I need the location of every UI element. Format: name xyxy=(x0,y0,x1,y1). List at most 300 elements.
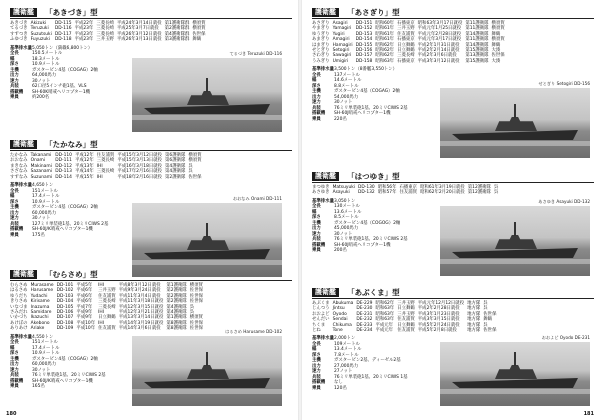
ship-cell: 三菱長崎 xyxy=(96,158,115,164)
photo-caption: あさゆき Asayuki DD-132 xyxy=(538,199,590,204)
ship-cell: 石播東京 xyxy=(399,185,418,190)
ship-cell: Abukuma xyxy=(332,301,354,306)
ship-cell: ありあけ xyxy=(10,326,28,332)
spec-value: ガスタービン4基（COGOG）2軸 xyxy=(334,220,401,226)
ship-cell: 平成10年 xyxy=(76,326,96,332)
section-category-tag: 護衛艦 xyxy=(312,8,339,17)
spec-value: 200名 xyxy=(334,248,347,254)
spec-label: 幅 xyxy=(312,209,317,215)
ship-cell: 平成12年 xyxy=(74,158,94,164)
spec-value: 約200名 xyxy=(32,95,50,101)
spec-label: 出力 xyxy=(10,210,19,216)
ship-row xyxy=(312,59,508,64)
ship-cell: Tone xyxy=(332,328,343,334)
ship-photo xyxy=(132,203,282,277)
ship-cell: 地方隊 xyxy=(467,328,481,334)
spec-label: 深さ xyxy=(10,351,19,357)
ship-cell: Teruzuki xyxy=(30,26,49,32)
photo-hull xyxy=(452,248,578,258)
section-category-tag: 護衛艦 xyxy=(10,270,37,279)
spec-label: 深さ xyxy=(10,199,19,205)
ship-cell: てるづき xyxy=(10,26,28,32)
ship-row xyxy=(312,317,499,322)
ship-cell: 昭和63年 xyxy=(375,317,395,323)
ship-cell: はるさめ xyxy=(10,288,28,294)
ship-cell: DD-151 xyxy=(355,21,373,26)
ship-cell: 住友浦賀 xyxy=(397,31,415,37)
spec-value: ガスタービン4基（COGAG）2軸 xyxy=(334,89,400,95)
spec-value: 10.9メートル xyxy=(32,199,60,205)
spec-label: 兵装 xyxy=(312,105,321,111)
ship-cell: Umigiri xyxy=(332,58,349,64)
ship-cell: ゆうだち xyxy=(10,293,28,299)
photo-caption: てるづき Teruzuki DD-116 xyxy=(229,51,282,56)
ship-row xyxy=(10,299,206,304)
ship-cell: 地方隊 xyxy=(467,322,481,328)
ship-cell: 平成7年 xyxy=(76,304,93,310)
ship-photo xyxy=(132,58,282,132)
spec-value: 109メートル xyxy=(334,341,360,347)
ship-cell: Amagiri xyxy=(332,37,350,43)
ship-cell: DE-234 xyxy=(356,328,373,334)
section-header xyxy=(312,288,594,299)
ship-cell: 第3護衛隊群 xyxy=(164,37,190,43)
spec-label: 基準排水量 xyxy=(312,198,334,204)
ship-cell: 平成元年3月17日就役 xyxy=(417,37,462,43)
ship-cell: 平成2年2月14日就役 xyxy=(417,48,460,54)
spec-value: 137メートル xyxy=(334,72,360,78)
ship-cell: 日立舞鶴 xyxy=(397,48,415,54)
ship-cell: 佐世保 xyxy=(491,53,505,59)
spec-label: 搭載機 xyxy=(312,111,326,117)
ship-cell: 石播東京 xyxy=(397,21,415,26)
spec-value: 151メートル xyxy=(32,340,58,346)
ship-cell: はまぎり xyxy=(312,42,330,48)
ship-cell: まきなみ xyxy=(10,163,28,169)
ship-cell: IHI xyxy=(98,310,105,316)
spec-value: 18.3メートル xyxy=(32,56,60,62)
ship-cell: 平成18年2月16日就役 xyxy=(117,174,163,180)
spec-label: 搭載機 xyxy=(312,380,326,386)
photo-superstructure xyxy=(187,365,229,379)
ship-cell: Hamagiri xyxy=(332,42,353,48)
ship-cell: 第4護衛隊群 xyxy=(164,31,190,37)
ship-cell: DD-101 xyxy=(56,283,74,288)
ship-row xyxy=(312,37,508,42)
ship-cell: 第2護衛隊 xyxy=(166,299,187,305)
spec-label: 兵装 xyxy=(10,84,19,90)
ship-cell: 三井玉野 xyxy=(397,26,415,32)
ship-cell: 昭和57年 xyxy=(377,190,397,196)
ship-photo xyxy=(440,342,590,406)
spec-label: 全長 xyxy=(312,72,321,78)
right-page xyxy=(302,0,600,420)
section-title: 「たかなみ」型 xyxy=(45,140,98,149)
ship-cell: 第15護衛隊 xyxy=(465,48,489,54)
ship-cell: うみぎり xyxy=(312,58,330,64)
spec-list xyxy=(10,183,138,238)
ship-cell: Takanami xyxy=(30,153,52,158)
ship-cell: 三井玉野 xyxy=(397,311,415,317)
spec-label: 基準排水量 xyxy=(10,45,32,51)
photo-superstructure xyxy=(495,235,537,249)
ship-cell: DD-116 xyxy=(54,26,72,32)
ship-cell: Harusame xyxy=(30,288,54,294)
ship-cell: Yugiri xyxy=(332,31,345,37)
ship-cell: DD-153 xyxy=(355,31,373,37)
ship-cell: 平成12年 xyxy=(74,153,94,158)
ship-cell: 石播東京 xyxy=(397,37,415,43)
spec-value: SH-60J哨戒ヘリコプター1機 xyxy=(334,242,391,248)
page-number: 181 xyxy=(583,411,594,417)
ship-cell: 呉 xyxy=(493,185,499,190)
ship-cell: あぶくま xyxy=(312,301,330,306)
ship-cell: 平成6年 xyxy=(76,288,93,294)
photo-mast xyxy=(206,223,208,237)
photo-mast xyxy=(206,352,208,366)
ship-cell: おおよど xyxy=(312,311,330,317)
spec-value: 30ノット xyxy=(32,216,51,222)
ship-cell: 第2護衛隊 xyxy=(165,174,186,180)
ship-cell: 呉 xyxy=(483,301,488,306)
ship-cell: Inazuma xyxy=(30,304,50,310)
ship-cell: DD-152 xyxy=(355,26,373,32)
spec-label: 乗員 xyxy=(312,385,321,391)
ship-cell: DD-109 xyxy=(56,326,74,332)
ship-cell: 佐世保 xyxy=(189,299,203,305)
ship-cell: Yudachi xyxy=(30,293,48,299)
spec-value: 8.5メートル xyxy=(334,215,359,221)
ship-cell: 横須賀 xyxy=(188,153,202,158)
spec-value: SH-60K哨戒ヘリコプター1機 xyxy=(32,89,91,95)
photo-mast xyxy=(514,352,516,366)
ship-cell: 三菱長崎 xyxy=(96,169,115,175)
ship-cell: 呉 xyxy=(189,310,195,316)
spec-label: 速力 xyxy=(10,216,19,222)
ship-cell: さわぎり xyxy=(312,53,330,59)
ship-cell: 第1護衛隊群 xyxy=(164,21,190,26)
spec-value: 220名 xyxy=(334,116,347,122)
spec-label: 速力 xyxy=(10,78,19,84)
ship-cell: 平成11年3月18日就役 xyxy=(118,299,164,305)
photo-caption: はるさめ Harusame DD-102 xyxy=(225,329,282,334)
photo-caption: おおよど Oyodo DE-231 xyxy=(541,335,590,340)
ship-cell: 第13護衛隊 xyxy=(465,53,489,59)
photo-wake xyxy=(440,141,590,146)
spec-label: 出力 xyxy=(312,363,321,369)
ship-cell: 第15護衛隊 xyxy=(465,58,489,64)
ship-cell: 佐世保 xyxy=(189,326,203,332)
section-rule xyxy=(10,280,292,281)
photo-mast xyxy=(514,222,516,236)
ship-cell: 呉 xyxy=(493,190,499,196)
ship-cell: 平成2年2月28日就役 xyxy=(417,306,460,312)
ship-row xyxy=(312,328,499,333)
spec-value: SH-60J/K哨戒ヘリコプター1機 xyxy=(32,227,93,233)
ship-cell: 平成2年3月6日就役 xyxy=(417,53,457,59)
spec-label: 幅 xyxy=(312,347,317,353)
ship-cell: 舞鶴 xyxy=(491,42,501,48)
spec-label: 兵装 xyxy=(10,373,19,379)
spec-row xyxy=(10,233,138,239)
spec-label: 搭載機 xyxy=(10,227,24,233)
ship-cell: 平成22年 xyxy=(74,21,94,26)
spec-label: 深さ xyxy=(312,215,321,221)
section-rule xyxy=(312,18,594,19)
ship-cell: 横須賀 xyxy=(192,21,206,26)
ship-cell: 平成17年2月16日就役 xyxy=(117,169,163,175)
ship-cell: 平成12年3月15日就役 xyxy=(118,304,164,310)
ship-cell: おおなみ xyxy=(10,158,28,164)
spec-value: 3,050トン xyxy=(334,198,356,204)
photo-caption: おおなみ Onami DD-111 xyxy=(232,196,282,201)
ship-cell: 昭和63年 xyxy=(375,58,395,64)
spec-value: 5,050トン（満載6,800トン） xyxy=(32,45,93,51)
ship-cell: 第6護衛隊 xyxy=(165,153,186,158)
ship-cell: 住友浦賀 xyxy=(98,293,116,299)
ship-row xyxy=(312,190,501,195)
ship-cell: IHI xyxy=(98,320,105,326)
ship-cell: いかづち xyxy=(10,315,28,321)
ship-cell: 昭和60年 xyxy=(375,21,395,26)
ship-cell: 第14護衛隊 xyxy=(465,42,489,48)
ship-cell: 呉 xyxy=(189,304,195,310)
ship-cell: 三菱長崎 xyxy=(98,299,116,305)
spec-label: 全長 xyxy=(312,204,321,210)
section-rule xyxy=(312,298,594,299)
section-title: 「はつゆき」型 xyxy=(347,172,400,181)
photo-superstructure xyxy=(495,365,537,379)
spec-value: 8.8メートル xyxy=(334,83,359,89)
ship-cell: 第11護衛隊 xyxy=(465,37,489,43)
spec-label: 主機 xyxy=(10,67,19,73)
ship-cell: Asagiri xyxy=(332,21,348,26)
spec-row xyxy=(312,117,440,123)
spec-label: 基準排水量 xyxy=(10,183,32,189)
ship-row xyxy=(10,169,205,174)
spec-label: 幅 xyxy=(10,56,15,62)
ship-cell: 横須賀 xyxy=(189,315,203,321)
spec-value: 62口径5インチ砲1基、VLS xyxy=(32,84,87,90)
spec-value: 13.6メートル xyxy=(334,209,362,215)
spec-value: ガスタービン4基（COGAG）2軸 xyxy=(32,205,98,211)
spec-value: 127ミリ単装砲1基、20ミリCIWS 2基 xyxy=(32,221,109,227)
section-title: 「あさぎり」型 xyxy=(347,8,400,17)
spec-value: 10.9メートル xyxy=(32,62,60,68)
ship-cell: Murasame xyxy=(30,283,54,288)
spec-value: 45,000馬力 xyxy=(334,226,359,232)
ship-cell: 三菱長崎 xyxy=(96,21,114,26)
spec-value: 30ノット xyxy=(334,100,353,106)
ship-cell: 平成8年3月12日就役 xyxy=(118,283,161,288)
ship-cell: IHI xyxy=(96,174,103,180)
spec-label: 基準排水量 xyxy=(312,67,334,73)
photo-superstructure xyxy=(495,117,537,131)
ship-cell: あまぎり xyxy=(312,37,330,43)
spec-value: 130メートル xyxy=(334,204,360,210)
photo-hull xyxy=(452,130,578,140)
ship-cell: 日立舞鶴 xyxy=(98,315,116,321)
ship-cell: 昭和56年 xyxy=(377,185,397,190)
spec-value: 4,650トン xyxy=(32,183,54,189)
ship-cell: 第6護衛隊 xyxy=(165,158,186,164)
ship-cell: DD-132 xyxy=(358,190,375,196)
spec-value: 17.4メートル xyxy=(32,194,60,200)
ship-cell: 住友浦賀 xyxy=(397,317,415,323)
spec-label: 兵装 xyxy=(312,237,321,243)
section-rule xyxy=(312,182,594,183)
spec-row xyxy=(10,384,138,390)
ship-cell: さざなみ xyxy=(10,169,28,175)
ship-cell: 平成14年 xyxy=(74,169,94,175)
section-header xyxy=(10,8,292,19)
spec-value: 76ミリ単装砲1基、20ミリCIWS 2基 xyxy=(334,105,408,111)
ship-cell: 三井玉野 xyxy=(98,288,116,294)
ship-cell: ちくま xyxy=(312,322,326,328)
photo-mast xyxy=(514,104,516,118)
ship-cell: 平成23年 xyxy=(74,37,94,43)
ship-cell: 平成元年 xyxy=(375,328,394,334)
ship-cell: Onami xyxy=(30,158,46,164)
spec-label: 速力 xyxy=(312,231,321,237)
ship-cell: DD-103 xyxy=(56,293,74,299)
ship-cell: 大湊 xyxy=(491,48,501,54)
ship-cell: せんだい xyxy=(312,317,330,323)
ship-cell: 住友浦賀 xyxy=(397,328,415,334)
spec-label: 幅 xyxy=(312,78,317,84)
ship-cell: 平成10年 xyxy=(76,320,96,326)
ship-cell: 住友浦賀 xyxy=(98,326,116,332)
ship-cell: Jintsu xyxy=(332,306,345,312)
ship-list xyxy=(10,283,206,332)
ship-cell: DE-233 xyxy=(356,322,373,328)
ship-cell: Suzunami xyxy=(30,174,53,180)
spec-value: 165名 xyxy=(32,384,45,390)
ship-cell: あけぼの xyxy=(10,320,28,326)
ship-cell: Asayuki xyxy=(332,190,350,196)
ship-cell: DD-156 xyxy=(355,48,373,54)
ship-cell: 昭和61年 xyxy=(375,37,395,43)
ship-cell: 呉 xyxy=(483,322,488,328)
section-category-tag: 護衛艦 xyxy=(10,8,37,17)
ship-cell: 昭和62年 xyxy=(375,48,395,54)
ship-cell: 第12護衛隊 xyxy=(467,185,491,190)
ship-cell: 昭和62年 xyxy=(375,301,395,306)
ship-cell: 石播東京 xyxy=(397,58,415,64)
spec-label: 兵装 xyxy=(312,374,321,380)
ship-cell: 横須賀 xyxy=(189,283,203,288)
ship-cell: 昭和63年 xyxy=(375,311,395,317)
ship-cell: 日立舞鶴 xyxy=(397,42,415,48)
photo-hull xyxy=(144,378,270,388)
section-rule xyxy=(10,18,292,19)
spec-label: 幅 xyxy=(10,194,15,200)
spec-value: 120名 xyxy=(334,385,347,391)
section-header xyxy=(10,270,292,281)
spec-value: なし xyxy=(334,380,343,386)
ship-cell: DD-106 xyxy=(56,310,74,316)
section-title: 「あきづき」型 xyxy=(45,8,98,17)
ship-cell: やまぎり xyxy=(312,26,330,32)
ship-photo xyxy=(440,88,590,158)
ship-cell: 平成15年3月12日就役 xyxy=(117,153,163,158)
spec-label: 主機 xyxy=(10,356,19,362)
ship-cell: 平成3年3月15日就役 xyxy=(417,317,460,323)
spec-value: ガスタービン4基（COGAG）2軸 xyxy=(32,356,98,362)
spec-label: 搭載機 xyxy=(10,89,24,95)
ship-photo xyxy=(132,336,282,406)
ship-cell: 舞鶴 xyxy=(192,37,202,43)
ship-cell: DD-113 xyxy=(55,169,72,175)
left-page xyxy=(0,0,298,420)
ship-cell: 平成5年2月24日就役 xyxy=(417,322,460,328)
ship-cell: 平成元年 xyxy=(375,322,394,328)
ship-cell: 昭和63年 xyxy=(375,306,395,312)
ship-cell: 平成14年3月19日就役 xyxy=(118,320,164,326)
ship-cell: 平成24年3月14日就役 xyxy=(116,21,162,26)
spec-label: 主機 xyxy=(312,89,321,95)
ship-cell: 平成26年3月12日就役 xyxy=(116,31,162,37)
spec-label: 主機 xyxy=(312,358,321,364)
spec-value: SH-60J哨戒ヘリコプター1機 xyxy=(334,111,391,117)
section-header xyxy=(312,172,594,183)
spec-label: 幅 xyxy=(10,345,15,351)
ship-cell: 呉 xyxy=(188,169,193,175)
ship-cell: 佐世保 xyxy=(189,288,203,294)
ship-cell: 第14護衛隊 xyxy=(465,31,489,37)
ship-cell: Chikuma xyxy=(332,322,352,328)
spec-label: 乗員 xyxy=(312,248,321,254)
spec-label: 出力 xyxy=(312,94,321,100)
spec-list xyxy=(312,67,440,122)
ship-row xyxy=(10,175,205,180)
ship-cell: 平成9年 xyxy=(76,315,93,321)
photo-caption: せとぎり Setogiri DD-156 xyxy=(538,81,590,86)
spec-value: 76ミリ単装砲1基、20ミリCIWS 1基 xyxy=(334,374,408,380)
ship-cell: 平成13年 xyxy=(74,163,94,169)
ship-cell: 平成元年1月25日就役 xyxy=(417,26,462,32)
ship-cell: 横須賀 xyxy=(192,26,206,32)
ship-cell: 三井玉野 xyxy=(96,37,114,43)
ship-cell: 平成9年 xyxy=(76,310,93,316)
ship-cell: 日立舞鶴 xyxy=(397,322,415,328)
ship-cell: 昭和61年3月19日就役 xyxy=(420,185,465,190)
photo-wake xyxy=(132,115,282,120)
ship-cell: Setogiri xyxy=(332,48,350,54)
ship-cell: 平成14年3月6日就役 xyxy=(118,326,161,332)
ship-cell: 佐世保 xyxy=(189,293,203,299)
ship-cell: 横須賀 xyxy=(491,37,505,43)
ship-cell: Ikazuchi xyxy=(30,315,49,321)
spec-value: 30ノット xyxy=(334,231,353,237)
ship-cell: 平成26年3月13日就役 xyxy=(116,37,162,43)
ship-cell: 平成6年 xyxy=(76,299,93,305)
ship-list xyxy=(312,21,508,64)
ship-cell: 三井玉野 xyxy=(397,301,415,306)
ship-cell: 佐世保 xyxy=(189,320,203,326)
photo-wake xyxy=(132,260,282,265)
photo-wake xyxy=(132,389,282,394)
photo-mast xyxy=(206,78,208,92)
ship-cell: DD-157 xyxy=(355,53,373,59)
spec-row xyxy=(312,248,440,254)
ship-cell: 住友浦賀 xyxy=(96,153,115,158)
ship-cell: DE-230 xyxy=(356,306,373,312)
spec-label: 全長 xyxy=(10,188,19,194)
section-category-tag: 護衛艦 xyxy=(10,140,37,149)
ship-cell: 地方隊 xyxy=(467,311,481,317)
ship-cell: 三菱長崎 xyxy=(98,304,116,310)
